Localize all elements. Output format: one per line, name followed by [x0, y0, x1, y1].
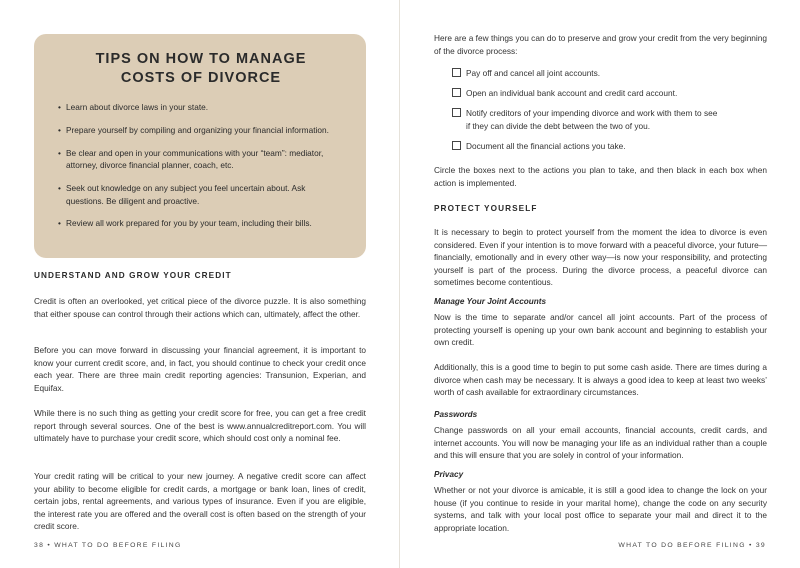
tips-title: [58, 50, 344, 87]
tips-list-item: • Seek out knowledge on any subject you feel uncertain about. Ask questions. Be diligent and proactive.: [58, 182, 344, 207]
action-checklist: [434, 67, 767, 152]
passwords-heading: Passwords: [434, 410, 478, 419]
joint-accounts-paragraph-2: Additionally, this is a good time to begin to put some cash aside. There are times during a divorce when cash may be necessary. It is always a good idea to keep at least two weeks’ worth of cash available for extraordinary circumstances.: [434, 362, 767, 398]
protect-paragraph: It is necessary to begin to protect yourself from the moment the idea to divorce is even considered. Even if your intention is to move forward with a peaceful divorce, your future—financially, emotionally and in every other way—is now your responsibility, and protecting yourself is part of the process. During the divorce process, a peaceful divorce can sometimes become contentious.: [434, 227, 767, 288]
checklist-intro: Here are a few things you can do to preserve and grow your credit from the very beginning of the divorce process:: [434, 33, 767, 56]
checklist-item-label: Open an individual bank account and credit card account.: [466, 88, 678, 99]
tips-list: [58, 101, 344, 230]
credit-section-heading: UNDERSTAND AND GROW YOUR CREDIT: [34, 271, 232, 280]
left-page-footer: 38 • WHAT TO DO BEFORE FILING: [34, 542, 182, 549]
tips-box: [34, 34, 366, 258]
checkbox[interactable]: [452, 141, 461, 150]
tips-list-item: • Be clear and open in your communications with your “team”: mediator, attorney, divorce financial planner, coach, etc.: [58, 147, 344, 172]
credit-paragraph-1: Credit is often an overlooked, yet critical piece of the divorce puzzle. It is also something that either spouse can control through their actions which can, ultimately, affect the other.: [34, 296, 366, 319]
checklist-item-label: Pay off and cancel all joint accounts.: [466, 68, 601, 78]
checkbox[interactable]: [452, 108, 461, 117]
checklist-item-label: Document all the financial actions you take.: [466, 140, 626, 151]
checklist-item-label: Notify creditors of your impending divorce and work with them to see if they can divide the debt between the two of you.: [466, 108, 718, 131]
tips-list-item: • Prepare yourself by compiling and organizing your financial information.: [58, 124, 344, 136]
joint-accounts-heading: Manage Your Joint Accounts: [434, 297, 547, 306]
tips-title-line-2: COSTS OF DIVORCE: [120, 69, 282, 86]
joint-accounts-paragraph-1: Now is the time to separate and/or cancel all joint accounts. Part of the process of protecting yourself is opening up your own bank account and beginning to establish your own credit.: [434, 312, 767, 348]
passwords-paragraph: Change passwords on all your email accounts, financial accounts, credit cards, and internet accounts. You will now be managing your life as an individual rather than a couple and this will ensure that you are solely in control of your information.: [434, 425, 767, 461]
right-page: [400, 0, 800, 568]
checklist-item: [434, 107, 767, 131]
credit-paragraph-2: Before you can move forward in discussing your financial agreement, it is important to know your current credit score, and, in fact, you should continue to check your credit once each year. There are three main credit reporting agencies: Transunion, Experian, and Equifax.: [34, 345, 366, 393]
checklist-item: [434, 87, 767, 99]
privacy-heading: Privacy: [434, 470, 464, 479]
tips-title-line-1: TIPS ON HOW TO MANAGE: [95, 51, 307, 67]
right-page-footer: WHAT TO DO BEFORE FILING • 39: [618, 542, 766, 549]
tips-list-item: • Learn about divorce laws in your state.: [58, 101, 344, 113]
protect-section-heading: PROTECT YOURSELF: [434, 204, 538, 213]
checkbox[interactable]: [452, 88, 461, 97]
tips-list-item: • Review all work prepared for you by your team, including their bills.: [58, 217, 344, 229]
checklist-instruction: Circle the boxes next to the actions you plan to take, and then black in each box when action is implemented.: [434, 165, 767, 188]
checkbox[interactable]: [452, 68, 461, 77]
checklist-item: [434, 67, 767, 79]
credit-paragraph-4: Your credit rating will be critical to your new journey. A negative credit score can affect your ability to become eligible for credit cards, a mortgage or bank loan, lines of credit, certain jobs, rental agreements, and various types of insurance. Even if you are eligible, the interest rate you are offered and the overall cost is often based on the strength of your credit score.: [34, 471, 366, 532]
privacy-paragraph: Whether or not your divorce is amicable, it is still a good idea to change the lock on your house (if you continue to reside in your marital home), change the code on any security systems, and talk with your local post office to separate your mail and direct it to the appropriate location.: [434, 485, 767, 533]
credit-paragraph-3: While there is no such thing as getting your credit score for free, you can get a free credit report through several sources. One of the best is www.annualcreditreport.com. You will ultimately have to purchase your credit score, which should cost only a nominal fee.: [34, 408, 366, 444]
checklist-item: [434, 140, 767, 152]
